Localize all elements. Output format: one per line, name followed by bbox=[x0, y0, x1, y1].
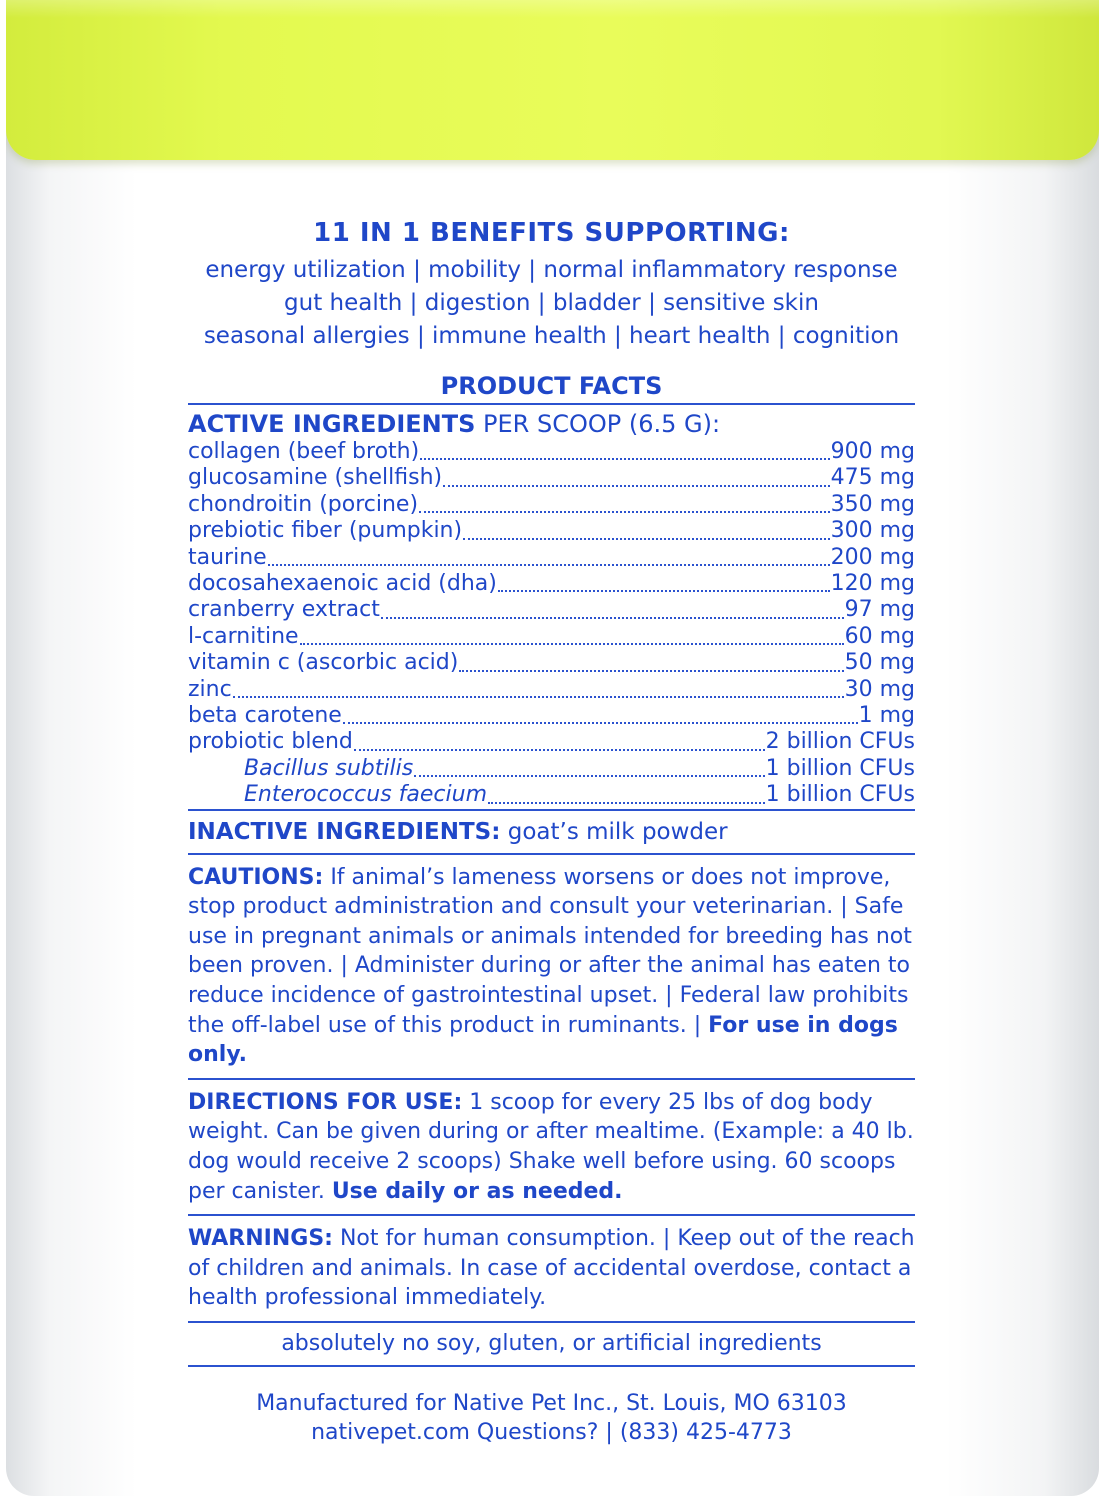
manufacturer-contact: nativepet.com Questions? | (833) 425-4773 bbox=[311, 1420, 792, 1445]
ingredient-name: glucosamine (shellfish) bbox=[188, 465, 443, 491]
ingredient-amount: 97 mg bbox=[844, 597, 915, 623]
warnings-label: WARNINGS: bbox=[188, 1226, 333, 1252]
ingredient-name: l-carnitine bbox=[188, 623, 299, 649]
ingredient-name: taurine bbox=[188, 544, 267, 570]
cautions-label: CAUTIONS: bbox=[188, 864, 324, 890]
ingredient-row bbox=[188, 465, 915, 491]
ingredient-list bbox=[188, 439, 915, 809]
ingredient-amount: 200 mg bbox=[830, 544, 915, 570]
ingredient-amount: 900 mg bbox=[830, 439, 915, 464]
cautions-bold-note: For use in dogs only. bbox=[188, 1012, 898, 1068]
benefits-title: 11 IN 1 BENEFITS SUPPORTING: bbox=[313, 218, 790, 248]
cautions-section bbox=[188, 863, 915, 1070]
dot-leader bbox=[343, 722, 858, 724]
active-ingredients-label: ACTIVE INGREDIENTS bbox=[188, 410, 476, 438]
free-from-statement: absolutely no soy, gluten, or artificial ingredients bbox=[281, 1331, 822, 1356]
benefit-line: seasonal allergies | immune health | heart health | cognition bbox=[203, 323, 900, 349]
directions-bold-note: Use daily or as needed. bbox=[331, 1178, 623, 1204]
divider bbox=[188, 1214, 915, 1216]
directions-text: 1 scoop for every 25 lbs of dog body weight. Can be given during or after mealtime. (Example: a 40 lb. dog would receive 2 scoops) Shake well before using. 60 scoops per canister. bbox=[188, 1089, 914, 1204]
ingredient-row bbox=[188, 571, 915, 597]
divider bbox=[188, 403, 915, 405]
ingredient-name: vitamin c (ascorbic acid) bbox=[188, 650, 459, 676]
ingredient-name: Enterococcus faecium bbox=[244, 782, 487, 808]
ingredient-amount: 60 mg bbox=[844, 623, 915, 649]
ingredient-row bbox=[188, 624, 915, 650]
dot-leader bbox=[443, 485, 829, 487]
ingredient-name: chondroitin (porcine) bbox=[188, 491, 419, 517]
dot-leader bbox=[414, 775, 764, 777]
ingredient-name: zinc bbox=[188, 676, 232, 702]
dot-leader bbox=[459, 670, 843, 672]
dot-leader bbox=[381, 617, 844, 619]
ingredient-amount: 1 mg bbox=[858, 703, 915, 729]
ingredient-row bbox=[188, 703, 915, 729]
directions-section bbox=[188, 1088, 915, 1206]
ingredient-row bbox=[188, 677, 915, 703]
benefit-line: gut health | digestion | bladder | sensitive skin bbox=[284, 290, 819, 316]
canister-lid bbox=[6, 0, 1099, 160]
sub-ingredient-row bbox=[188, 756, 915, 782]
ingredient-row bbox=[188, 439, 915, 465]
ingredient-row bbox=[188, 492, 915, 518]
ingredient-amount: 2 billion CFUs bbox=[765, 729, 915, 755]
inactive-ingredients-label: INACTIVE INGREDIENTS: bbox=[188, 818, 501, 845]
warnings-text: Not for human consumption. | Keep out of the reach of children and animals. In case of accidental overdose, contact a health professional immediately. bbox=[188, 1226, 915, 1311]
label-content bbox=[188, 216, 915, 1447]
cautions-text: If animal’s lameness worsens or does not improve, stop product administration and consult your veterinarian. | Safe use in pregnant animals or animals intended for breeding has not been proven. | Administer during or after the animal has eaten to reduce incidence of gastrointestinal upset. | Federal law prohibits the off-label use of this product in ruminants. | bbox=[188, 864, 912, 1038]
dot-leader bbox=[488, 802, 765, 804]
ingredient-name: cranberry extract bbox=[188, 597, 380, 623]
ingredient-amount: 30 mg bbox=[844, 676, 915, 702]
ingredient-row bbox=[188, 729, 915, 755]
per-scoop-label: PER SCOOP (6.5 G): bbox=[483, 410, 721, 438]
inactive-ingredients bbox=[188, 817, 915, 847]
ingredient-name: docosahexaenoic acid (dha) bbox=[188, 571, 497, 597]
ingredient-row bbox=[188, 545, 915, 571]
ingredient-amount: 50 mg bbox=[844, 650, 915, 676]
active-ingredients-heading bbox=[188, 409, 915, 439]
dot-leader bbox=[463, 538, 830, 540]
divider bbox=[188, 1078, 915, 1080]
product-facts-title: PRODUCT FACTS bbox=[440, 372, 663, 400]
lid-highlight bbox=[6, 0, 1099, 18]
ingredient-amount: 300 mg bbox=[830, 518, 915, 544]
ingredient-amount: 1 billion CFUs bbox=[765, 755, 915, 781]
sub-ingredient-row bbox=[188, 782, 915, 808]
divider bbox=[188, 1321, 915, 1323]
dot-leader bbox=[268, 564, 830, 566]
dot-leader bbox=[300, 643, 844, 645]
ingredient-row bbox=[188, 597, 915, 623]
ingredient-amount: 350 mg bbox=[830, 491, 915, 517]
inactive-ingredients-value: goat’s milk powder bbox=[507, 818, 728, 845]
dot-leader bbox=[419, 511, 830, 513]
ingredient-name: probiotic blend bbox=[188, 729, 353, 755]
manufacturer-info bbox=[188, 1389, 915, 1447]
ingredient-name: collagen (beef broth) bbox=[188, 439, 420, 464]
ingredient-name: Bacillus subtilis bbox=[244, 755, 414, 781]
ingredient-row bbox=[188, 650, 915, 676]
dot-leader bbox=[233, 696, 844, 698]
dot-leader bbox=[498, 590, 830, 592]
dot-leader bbox=[420, 458, 829, 460]
benefit-line: energy utilization | mobility | normal inflammatory response bbox=[205, 257, 898, 283]
divider bbox=[188, 809, 915, 811]
manufacturer-address: Manufactured for Native Pet Inc., St. Louis, MO 63103 bbox=[256, 1391, 847, 1416]
directions-label: DIRECTIONS FOR USE: bbox=[188, 1089, 463, 1115]
ingredient-amount: 120 mg bbox=[830, 571, 915, 597]
warnings-section bbox=[188, 1224, 915, 1313]
dot-leader bbox=[354, 749, 765, 751]
divider bbox=[188, 853, 915, 855]
ingredient-amount: 1 billion CFUs bbox=[765, 782, 915, 808]
canister-label bbox=[6, 0, 1099, 1496]
ingredient-amount: 475 mg bbox=[830, 465, 915, 491]
ingredient-name: beta carotene bbox=[188, 703, 342, 729]
ingredient-name: prebiotic fiber (pumpkin) bbox=[188, 518, 463, 544]
ingredient-row bbox=[188, 518, 915, 544]
divider bbox=[188, 1365, 915, 1367]
